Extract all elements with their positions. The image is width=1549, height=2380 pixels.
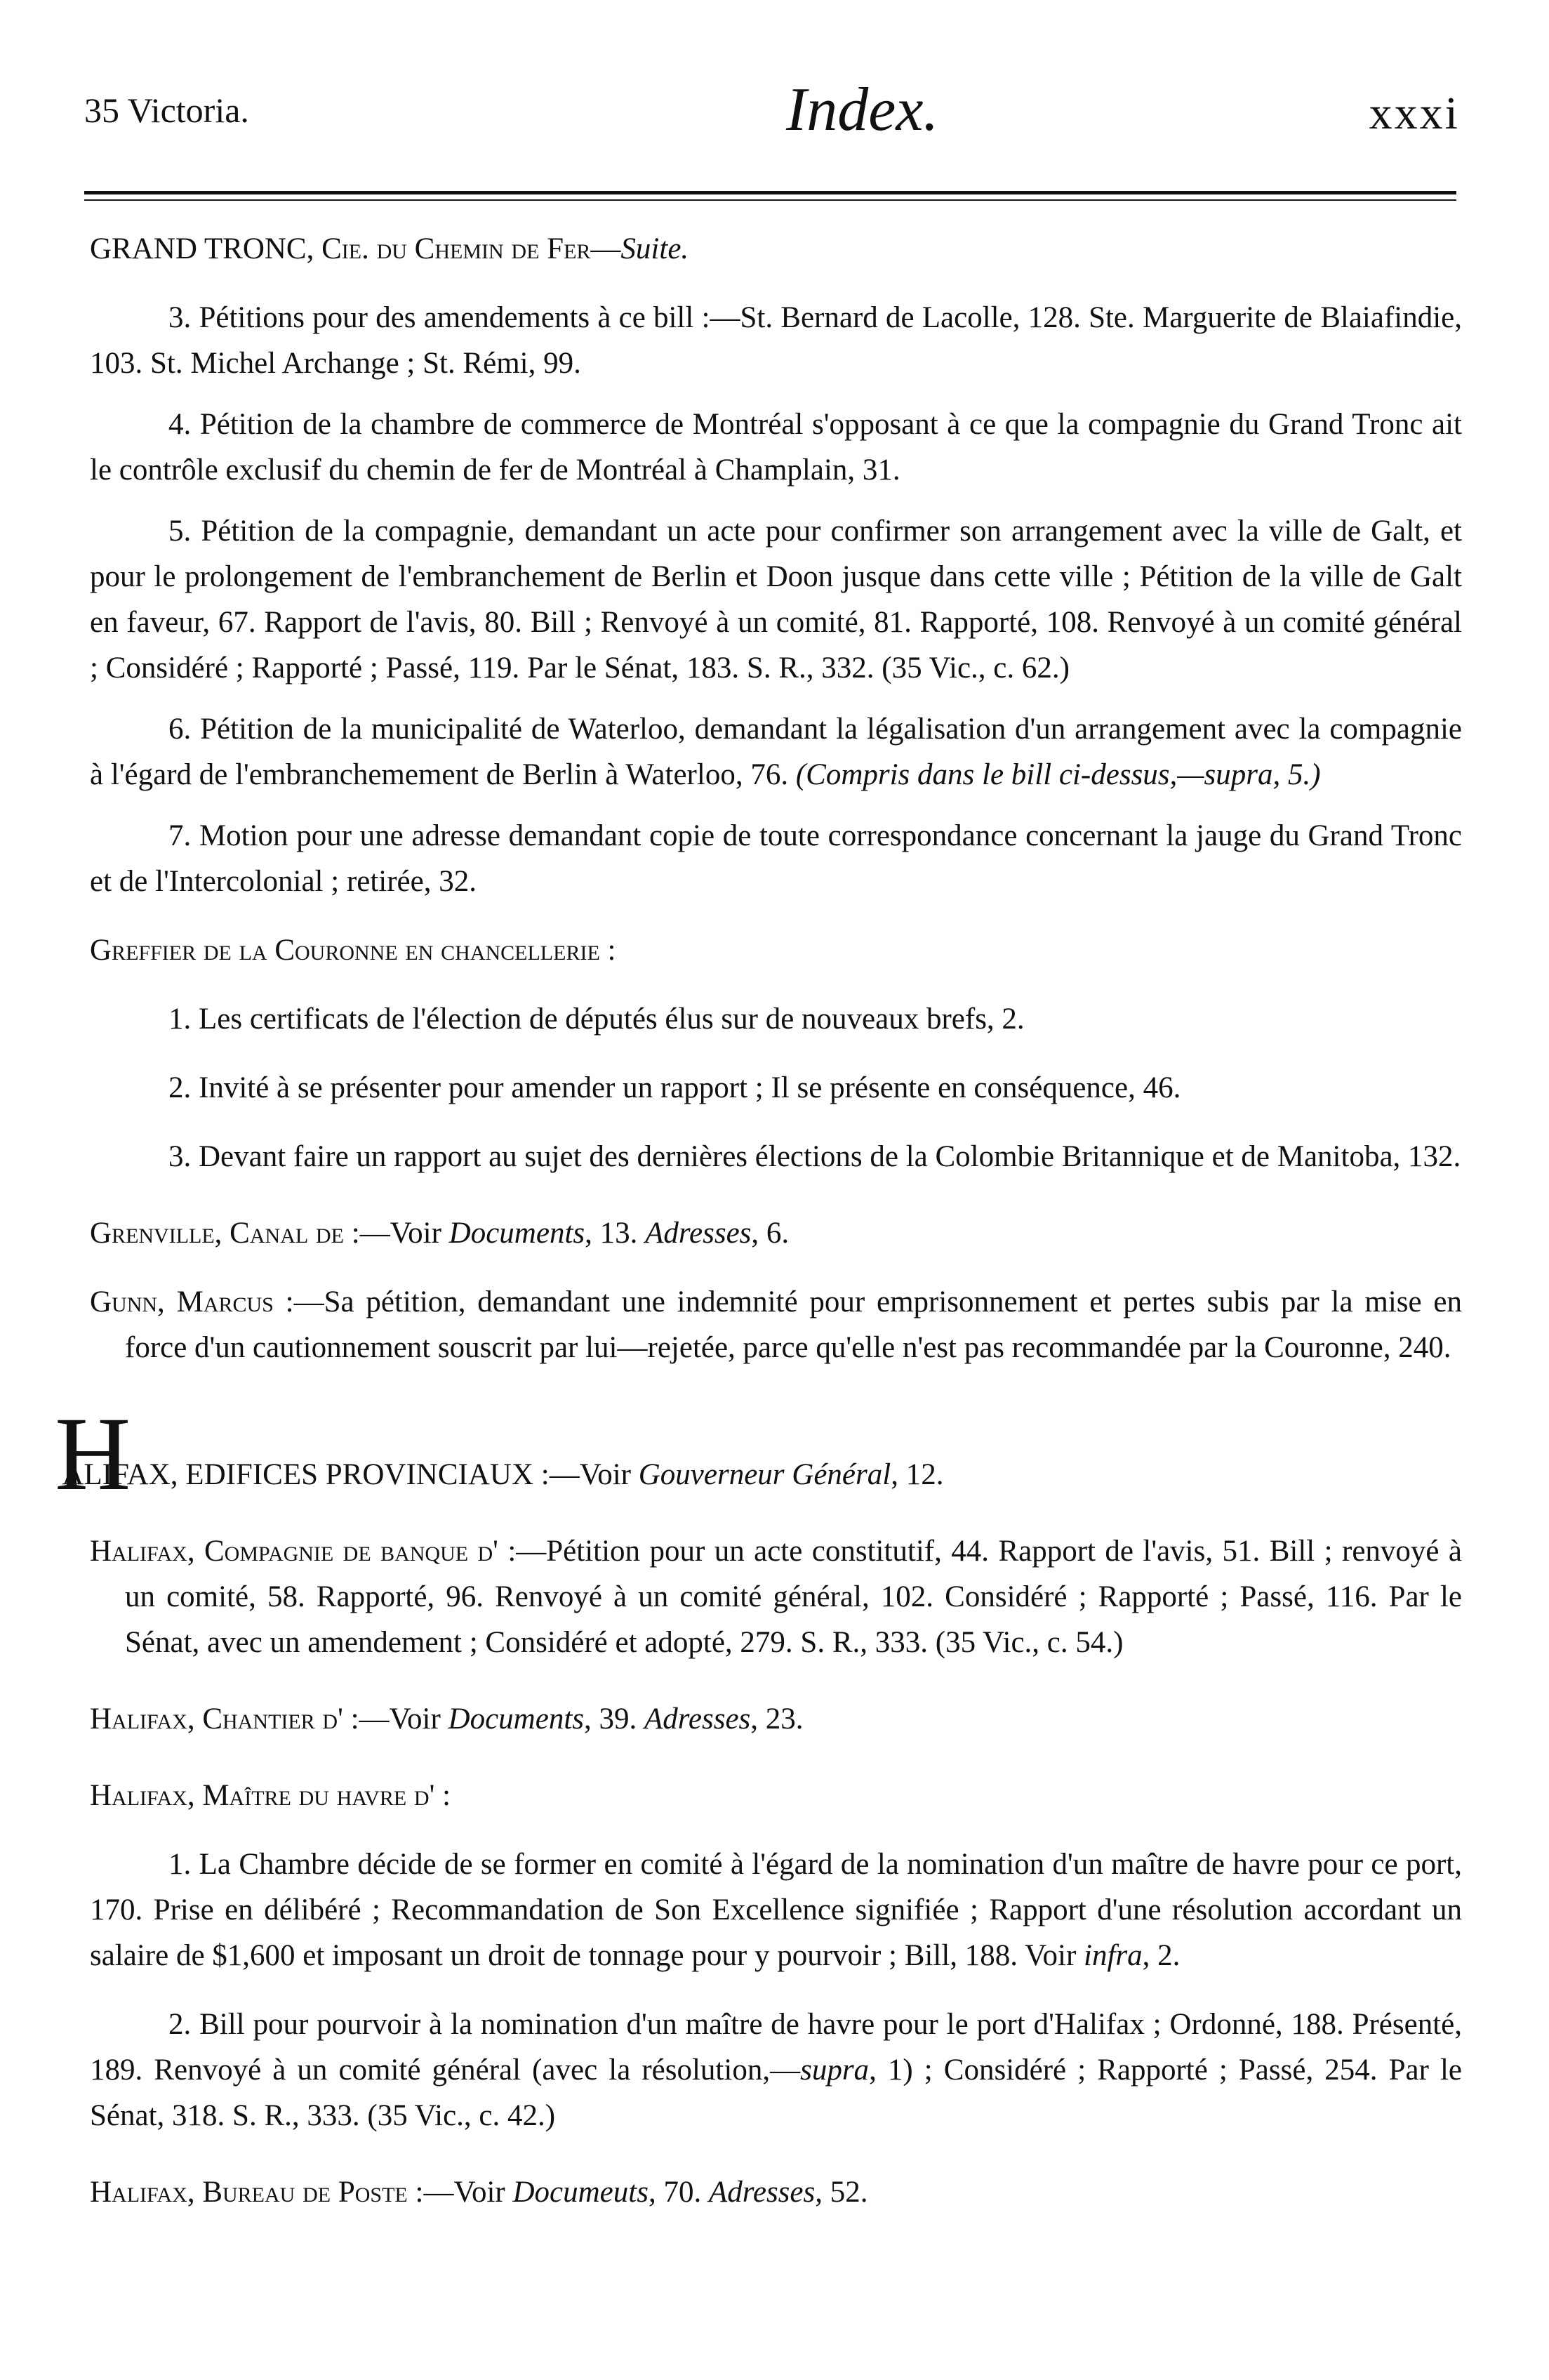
item-1-infra-ref: infra — [1084, 1939, 1143, 1972]
greffier-item-3: 3. Devant faire un rapport au sujet des dernières élections de la Colombie Britannique et de Manitoba, 132. — [168, 1140, 1461, 1173]
halifax-edifices-line — [62, 1421, 944, 1498]
index-content — [55, 226, 1462, 2215]
entry-heading-halifax-poste: Halifax, Bureau de Poste — [90, 2176, 408, 2209]
item-2-text-a: 2. Bill pour pourvoir à la nomination d'un maître de havre pour le port d'Halifax ; Ordonné, 188. Présenté, 189. Renvoyé à un comité général (avec la résolution,— — [90, 2008, 1462, 2087]
item-6-text: 6. Pétition de la municipalité de Waterloo, demandant la légalisation d'un arrangement avec la compagnie à l'égard de l'embranchemement de Berlin à Waterloo, 76. — [90, 713, 1462, 791]
halifax-poste-documents-ref: Documeuts — [512, 2176, 649, 2209]
halifax-banque-text: :—Pétition pour un acte constitutif, 44. Rapport de l'avis, 51. Bill ; renvoyé à un comité, 58. Rapporté, 96. Renvoyé à un comité général, 102. Considéré ; Rapporté ; Passé, 116. Par le Sénat, avec un amendement ; Considéré et adopté, 279. S. R., 333. (35 Vic., c. 54.) — [125, 1535, 1462, 1659]
grenville-documents-ref: Documents — [448, 1217, 585, 1250]
entry-heading-halifax-chantier: Halifax, Chantier d' — [90, 1703, 343, 1736]
grenville-adresses-ref: Adresses — [645, 1217, 752, 1250]
entry-halifax-banque — [90, 1528, 1462, 1665]
entry-grenville — [90, 1210, 1462, 1256]
halifax-poste-text-a: :—Voir — [407, 2176, 513, 2209]
item-2-text-b: , 1) ; Considéré ; Rapporté ; Passé, 254. Par le Sénat, 318. S. R., 333. (35 Vic., c. 42.) — [90, 2054, 1462, 2132]
entry-heading-halifax-edifices: ALIFAX, EDIFICES PROVINCIAUX — [62, 1458, 534, 1491]
item-6-note: (Compris dans le bill ci-dessus,—supra, 5.) — [795, 758, 1321, 791]
entry-heading-greffier: Greffier de la Couronne en chancellerie : — [90, 934, 616, 967]
entry-heading-halifax-banque: Halifax, Compagnie de banque d' — [90, 1535, 498, 1568]
greffier-item-2: 2. Invité à se présenter pour amender un rapport ; Il se présente en conséquence, 46. — [168, 1071, 1181, 1104]
item-2-supra-ref: supra — [800, 2054, 870, 2087]
gunn-text: :—Sa pétition, demandant une indemnité pour emprisonnement et pertes subis par la mise en force d'un cautionnement souscrit par lui—rejetée, parce qu'elle n'est pas recommandée par la Couronne, 240. — [125, 1285, 1462, 1364]
header-rule-thick — [84, 191, 1456, 194]
header-session: 35 Victoria. — [84, 91, 249, 130]
halifax-chantier-text-c: , 23. — [750, 1703, 804, 1736]
halifax-poste-text-b: , 70. — [648, 2176, 709, 2209]
halifax-chantier-adresses-ref: Adresses — [644, 1703, 751, 1736]
grand-tronc-item-5: 5. Pétition de la compagnie, demandant un acte pour confirmer son arrangement avec la ville de Galt, et pour le prolongement de l'embranchement de Berlin et Doon jusque dans cette ville ; Pétition de la ville de Galt en faveur, 67. Rapport de l'avis, 80. Bill ; Renvoyé à un comité, 81. Rapporté, 108. Renvoyé à un comité général ; Considéré ; Rapporté ; Passé, 119. Par le Sénat, 183. S. R., 332. (35 Vic., c. 62.) — [90, 515, 1462, 685]
grenville-text-c: , 6. — [751, 1217, 790, 1250]
halifax-edifices-gouverneur-ref: Gouverneur Général — [638, 1458, 891, 1491]
running-header — [84, 77, 1460, 154]
grand-tronc-item-6 — [90, 706, 1462, 798]
entry-heading-grand-tronc — [90, 226, 1462, 272]
heading-suite: Suite. — [620, 232, 689, 265]
entry-gunn — [90, 1279, 1462, 1370]
entry-heading-halifax-maitre — [90, 1773, 1462, 1818]
grand-tronc-item-4: 4. Pétition de la chambre de commerce de Montréal s'opposant à ce que la compagnie du Grand Tronc ait le contrôle exclusif du chemin de fer de Montréal à Champlain, 31. — [90, 408, 1462, 487]
entry-heading-gunn: Gunn, Marcus — [90, 1285, 274, 1318]
header-page-number: xxxi — [1369, 88, 1460, 139]
item-1-text-b: , 2. — [1142, 1939, 1181, 1972]
section-dropcap-h: H — [55, 1396, 131, 1512]
header-title: Index. — [786, 76, 939, 144]
item-1-text-a: 1. La Chambre décide de se former en comité à l'égard de la nomination d'un maître de havre pour ce port, 170. Prise en délibéré ; Recommandation de Son Excellence signifiée ; Rapport d'une résolution accordant un salaire de $1,600 et imposant un droit de tonnage pour y pourvoir ; Bill, 188. Voir — [90, 1848, 1462, 1972]
heading-text: GRAND TRONC, Cie. du Chemin de Fer— — [90, 232, 621, 265]
halifax-maitre-heading: Halifax, Maître du havre d' — [90, 1779, 435, 1812]
halifax-maitre-heading-tail: : — [434, 1779, 451, 1812]
grand-tronc-item-7: 7. Motion pour une adresse demandant copie de toute correspondance concernant la jauge du Grand Tronc et de l'Intercolonial ; retirée, 32. — [90, 819, 1462, 898]
grenville-text-b: , 13. — [585, 1217, 646, 1250]
entry-halifax-poste — [90, 2169, 1462, 2215]
grenville-text-a: :—Voir — [343, 1217, 449, 1250]
halifax-edifices-text-b: , 12. — [891, 1458, 944, 1491]
halifax-edifices-text-a: :—Voir — [533, 1458, 639, 1491]
grand-tronc-item-3: 3. Pétitions pour des amendements à ce bill :—St. Bernard de Lacolle, 128. Ste. Marguerite de Blaiafindie, 103. St. Michel Archange ; St. Rémi, 99. — [90, 301, 1462, 380]
halifax-maitre-item-2 — [90, 2002, 1462, 2138]
header-rule-thin — [84, 199, 1456, 201]
halifax-poste-adresses-ref: Adresses — [708, 2176, 816, 2209]
greffier-item-1: 1. Les certificats de l'élection de députés élus sur de nouveaux brefs, 2. — [168, 1003, 1025, 1036]
halifax-chantier-text-b: , 39. — [584, 1703, 645, 1736]
halifax-chantier-documents-ref: Documents — [448, 1703, 585, 1736]
entry-halifax-edifices — [55, 1396, 1462, 1512]
halifax-maitre-item-1 — [90, 1842, 1462, 1978]
entry-heading-grenville: Grenville, Canal de — [90, 1217, 344, 1250]
halifax-chantier-text-a: :—Voir — [343, 1703, 448, 1736]
halifax-poste-text-c: , 52. — [815, 2176, 868, 2209]
entry-halifax-chantier — [90, 1696, 1462, 1742]
